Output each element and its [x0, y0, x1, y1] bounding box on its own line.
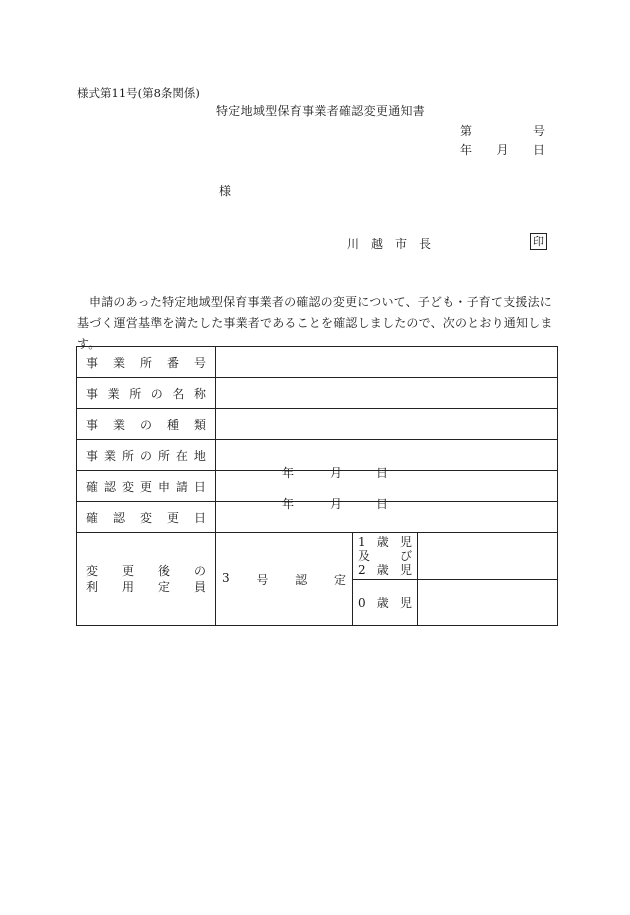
value-capacity-age-1-2[interactable]	[418, 533, 558, 580]
label-change-date	[77, 502, 216, 533]
label-office-name	[77, 378, 216, 409]
certification-text: 3 号 認 定	[222, 570, 346, 587]
date-year: 年	[460, 143, 473, 157]
date-month: 月	[496, 143, 509, 157]
label-line: 利 用 定 員	[86, 580, 206, 594]
value-office-number[interactable]	[216, 347, 558, 378]
label-office-number	[77, 347, 216, 378]
form-number: 様式第11号(第8条関係)	[77, 86, 200, 100]
age-line: 及 び	[358, 549, 412, 563]
document-title: 特定地域型保育事業者確認変更通知書	[216, 104, 426, 118]
date-month: 月	[330, 466, 343, 480]
label-text: 事 業 所 番 号	[86, 355, 206, 370]
age-group-0	[353, 580, 418, 626]
table-row	[77, 378, 558, 409]
label-text: 事 業 の 種 類	[86, 417, 206, 432]
date-day: 日	[376, 497, 389, 511]
addressee-honorific: 様	[219, 184, 232, 198]
value-business-type[interactable]	[216, 409, 558, 440]
date-day: 日	[532, 143, 545, 157]
age-line: 2 歳 児	[358, 563, 412, 577]
label-line: 変 更 後 の	[86, 564, 206, 578]
value-change-date[interactable]	[216, 497, 558, 533]
table-row	[77, 502, 558, 533]
age-line: 1 歳 児	[358, 535, 412, 549]
seal-mark: 印	[530, 233, 547, 250]
label-text: 確 認 変 更 申 請 日	[86, 479, 206, 494]
value-capacity-age-0[interactable]	[418, 580, 558, 626]
date-year: 年	[282, 466, 295, 480]
table-row	[77, 533, 558, 580]
document-number-line	[460, 122, 545, 139]
label-capacity-after-change	[77, 533, 216, 626]
date-day: 日	[376, 466, 389, 480]
label-change-application-date	[77, 471, 216, 502]
info-table	[76, 346, 558, 626]
table-row	[77, 409, 558, 440]
number-suffix: 号	[532, 124, 545, 138]
label-text: 事 業 所 の 名 称	[86, 386, 206, 401]
document-date-line	[460, 141, 545, 158]
issuer-name: 川 越 市 長	[347, 237, 438, 251]
date-month: 月	[330, 497, 343, 511]
table-row	[77, 471, 558, 502]
age-line: 0 歳 児	[358, 595, 412, 610]
certification-type	[216, 533, 353, 626]
table-row	[77, 440, 558, 471]
notice-body-text: 申請のあった特定地域型保育事業者の確認の変更について、子ども・子育て支援法に基づく運営基準を満たした事業者であることを確認しましたので、次のとおり通知します。	[77, 295, 553, 351]
label-text: 確 認 変 更 日	[86, 510, 206, 525]
age-group-1-2	[353, 533, 418, 580]
label-business-type	[77, 409, 216, 440]
label-office-address	[77, 440, 216, 471]
value-office-name[interactable]	[216, 378, 558, 409]
label-text: 事 業 所 の 所 在 地	[86, 448, 206, 463]
date-year: 年	[282, 497, 295, 511]
table-row	[77, 347, 558, 378]
number-prefix: 第	[460, 124, 473, 138]
